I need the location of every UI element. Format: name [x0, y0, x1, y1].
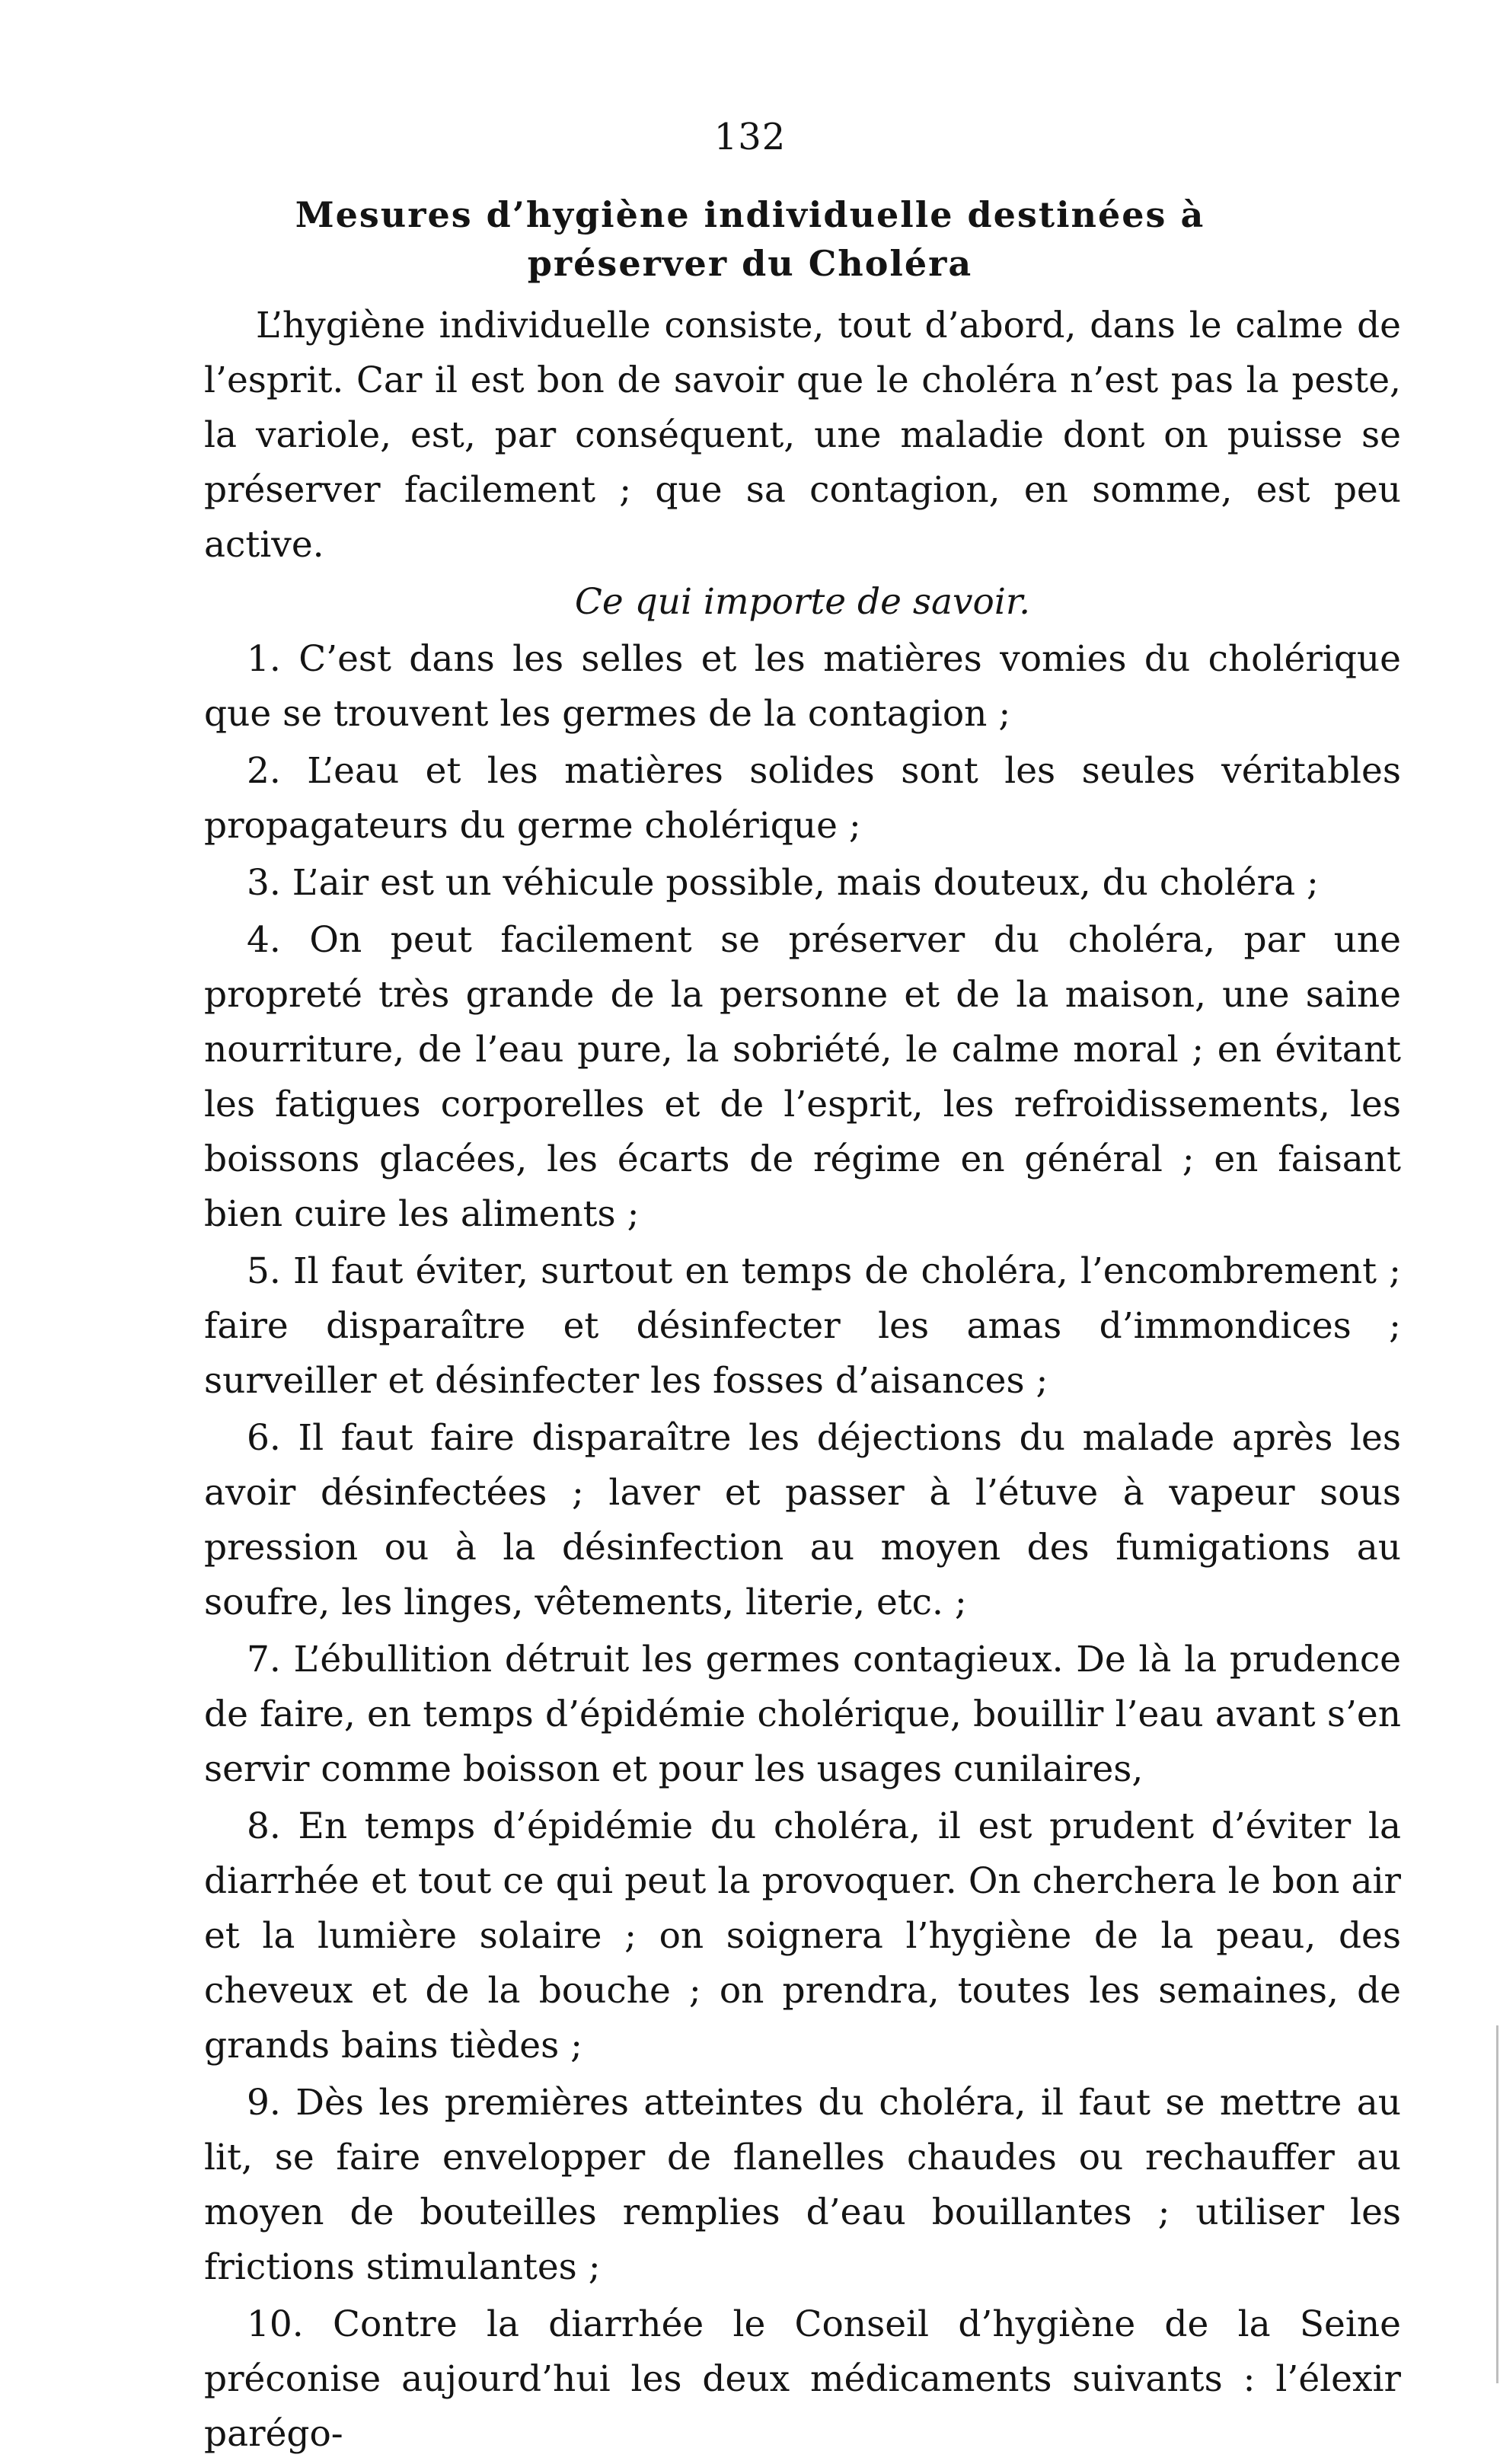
item-number: 6. [247, 1417, 281, 1459]
item-text: C’est dans les selles et les matières vomies du cholérique que se trouvent les germes de la contagion ; [204, 638, 1401, 735]
list-item-7 [204, 1633, 1401, 1797]
item-text: Dès les premières atteintes du choléra, il faut se mettre au lit, se faire envelopper de flanelles chaudes ou rechauffer au moyen de bouteilles remplies d’eau bouillantes ; utiliser les frictions stimulantes ; [204, 2082, 1402, 2288]
item-number: 1. [247, 638, 281, 680]
intro-paragraph: L’hygiène individuelle consiste, tout d’abord, dans le calme de l’esprit. Car il est bon de savoir que le choléra n’est pas la peste, la variole, est, par conséquent, une maladie dont on puisse se préserver facilement ; que sa contagion, en somme, est peu active. [204, 305, 1401, 566]
chapter-title [152, 190, 1348, 288]
item-number: 8. [247, 1805, 281, 1847]
body-text [204, 298, 1401, 2464]
list-item-5 [204, 1244, 1401, 1409]
list-item-1 [204, 632, 1401, 742]
list-item-2 [204, 744, 1401, 854]
item-number: 10. [247, 2303, 304, 2345]
list-item-10 [204, 2297, 1401, 2462]
chapter-title-line-2: préserver du Choléra [527, 243, 973, 284]
item-text: L’ébullition détruit les germes contagieux. De là la prudence de faire, en temps d’épidémie cholérique, bouillir l’eau avant s’en servir comme boisson et pour les usages cunilaires, [204, 1639, 1401, 1790]
item-text: Il faut faire disparaître les déjections du malade après les avoir désinfectées ; laver et passer à l’étuve à vapeur sous pression ou à la désinfection au moyen des fumigations au soufre, les linges, vêtements, literie, etc. ; [204, 1417, 1401, 1623]
list-item-9 [204, 2076, 1401, 2295]
item-number: 3. [247, 862, 281, 904]
item-text: En temps d’épidémie du choléra, il est prudent d’éviter la diarrhée et tout ce qui peut la provoquer. On cherchera le bon air et la lumière solaire ; on soignera l’hygiène de la peau, des cheveux et de la bouche ; on prendra, toutes les semaines, de grands bains tièdes ; [204, 1805, 1401, 2067]
section-subheading: Ce qui importe de savoir. [574, 581, 1031, 623]
item-text: Il faut éviter, surtout en temps de choléra, l’encombrement ; faire disparaître et désinfecter les amas d’immondices ; surveiller et désinfecter les fosses d’aisances ; [204, 1250, 1401, 1402]
item-number: 7. [247, 1639, 281, 1680]
page-number: 132 [713, 116, 787, 158]
item-text: Contre la diarrhée le Conseil d’hygiène de la Seine préconise aujourd’hui les deux médicaments suivants : l’élexir parégo- [204, 2303, 1401, 2455]
list-item-8 [204, 1799, 1401, 2073]
item-number: 9. [247, 2082, 281, 2124]
list-item-3 [204, 856, 1401, 911]
item-number: 2. [247, 750, 281, 792]
item-text: L’eau et les matières solides sont les seules véritables propagateurs du germe cholérique ; [204, 750, 1401, 847]
list-item-4 [204, 913, 1401, 1242]
chapter-title-line-1: Mesures d’hygiène individuelle destinées à [295, 194, 1205, 235]
scan-edge-artifact [1496, 2025, 1498, 2383]
item-text: On peut facilement se préserver du choléra, par une propreté très grande de la personne et de la maison, une saine nourriture, de l’eau pure, la sobriété, le calme moral ; en évitant les fatigues corporelles et de l’esprit, les refroidissements, les boissons glacées, les écarts de régime en général ; en faisant bien cuire les aliments ; [204, 919, 1401, 1235]
item-text: L’air est un véhicule possible, mais douteux, du choléra ; [292, 862, 1319, 904]
list-item-6 [204, 1411, 1401, 1630]
item-number: 5. [247, 1250, 281, 1292]
item-number: 4. [247, 919, 281, 961]
